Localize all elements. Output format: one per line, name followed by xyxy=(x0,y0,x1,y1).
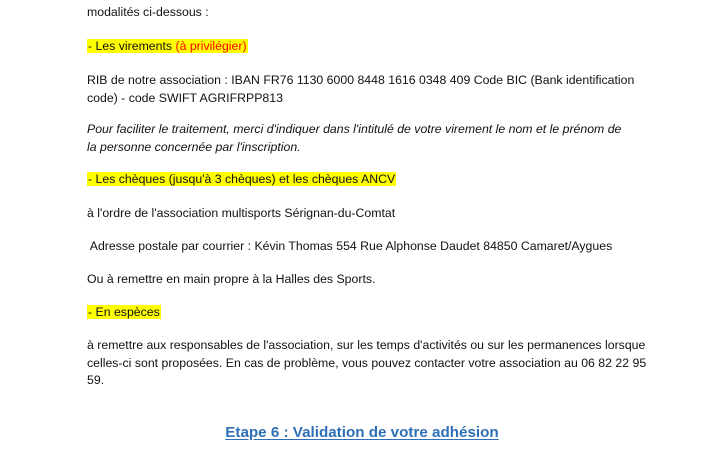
rib-line-2: code) - code SWIFT AGRIFRPP813 xyxy=(87,90,283,105)
virements-heading xyxy=(87,38,248,56)
especes-heading-label: - En espèces xyxy=(88,305,160,319)
step-6-heading xyxy=(0,424,724,441)
especes-line-2: celles-ci sont proposées. En cas de problème, vous pouvez contacter votre association au 06 82 22 95 xyxy=(87,355,647,370)
cheques-hand-delivery-line: Ou à remettre en main propre à la Halles des Sports. xyxy=(87,272,376,286)
cheques-heading-label: - Les chèques (jusqu'à 3 chèques) et les chèques ANCV xyxy=(88,172,396,186)
virement-note-line-2: la personne concernée par l'inscription. xyxy=(87,139,301,154)
cheques-heading xyxy=(87,171,396,189)
intro-partial-line xyxy=(87,4,209,22)
virements-heading-label: - Les virements xyxy=(88,39,173,53)
virement-note-line-1: Pour faciliter le traitement, merci d'indiquer dans l'intitulé de votre virement le nom et le prénom de xyxy=(87,122,622,136)
especes-line-3: 59. xyxy=(87,373,105,388)
especes-heading xyxy=(87,304,161,322)
intro-text: modalités ci-dessous : xyxy=(87,5,209,19)
virements-heading-highlight xyxy=(87,39,248,53)
rib-line-1: RIB de notre association : IBAN FR76 1130 6000 8448 1616 0348 409 Code BIC (Bank identification xyxy=(87,73,635,87)
virements-heading-note: (à privilégier) xyxy=(175,39,247,53)
especes-line-1: à remettre aux responsables de l'association, sur les temps d'activités ou sur les permanences lorsque xyxy=(87,338,646,352)
step-6-title: Etape 6 : Validation de votre adhésion xyxy=(225,424,499,441)
cheques-order-line: à l'ordre de l'association multisports Sérignan-du-Comtat xyxy=(87,206,396,220)
cheques-address-line: Adresse postale par courrier : Kévin Thomas 554 Rue Alphonse Daudet 84850 Camaret/Aygues xyxy=(87,239,613,253)
